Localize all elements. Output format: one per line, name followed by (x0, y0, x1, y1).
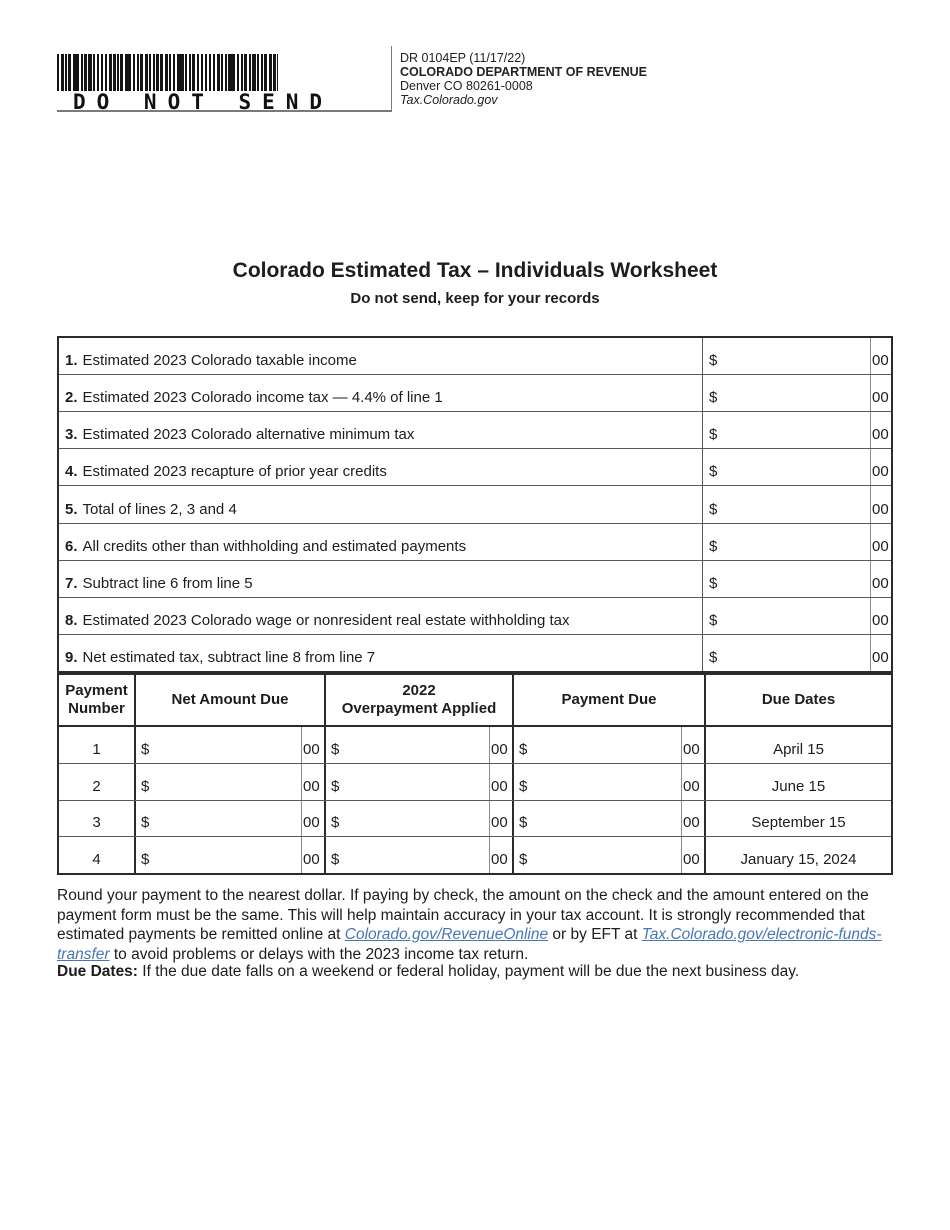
cents-placeholder: 00 (489, 727, 512, 763)
net-amount-due-field-4[interactable] (134, 837, 324, 873)
cents-placeholder: 00 (301, 837, 324, 873)
payment-due-field-3[interactable] (512, 801, 704, 837)
line-4-amount-field[interactable] (702, 449, 870, 485)
worksheet-row-3 (59, 411, 891, 448)
worksheet-row-8 (59, 597, 891, 634)
worksheet-row-6 (59, 523, 891, 560)
line-label: Net estimated tax, subtract line 8 from line 7 (82, 648, 376, 666)
due-dates-note: Due Dates: If the due date falls on a weekend or federal holiday, payment will be due the next business day. (57, 963, 800, 980)
line-5-amount-field[interactable] (702, 486, 870, 522)
overpayment-applied-field-4[interactable] (324, 837, 512, 873)
agency-name: COLORADO DEPARTMENT OF REVENUE (400, 65, 647, 79)
cents-placeholder: 00 (681, 837, 704, 873)
agency-address: Denver CO 80261-0008 (400, 79, 533, 93)
payment-row-1 (59, 727, 891, 763)
overpayment-applied-field-1[interactable] (324, 727, 512, 763)
payment-number: 1 (92, 740, 101, 758)
due-date: April 15 (704, 727, 891, 763)
due-dates-label: Due Dates: (57, 963, 138, 980)
line-label: Subtract line 6 from line 5 (82, 574, 253, 592)
payment-number: 3 (92, 814, 101, 832)
net-amount-due-field-1[interactable] (134, 727, 324, 763)
line-7-cents: 00 (870, 561, 891, 597)
dollar-sign: $ (519, 814, 528, 832)
line-number: 5. (65, 500, 78, 518)
line-number: 4. (65, 463, 78, 481)
cents-placeholder: 00 (489, 801, 512, 837)
payment-number: 2 (92, 777, 101, 795)
dollar-sign: $ (331, 814, 340, 832)
cents-placeholder: 00 (681, 727, 704, 763)
payment-table-header (59, 675, 891, 727)
header-due-dates: Due Dates (704, 675, 891, 725)
worksheet-row-7 (59, 560, 891, 597)
line-2-amount-field[interactable] (702, 375, 870, 411)
header-payment-number: Payment Number (65, 682, 128, 717)
rounding-instructions: Round your payment to the nearest dollar. If paying by check, the amount on the check and the amount entered on the payment form must be the same. This will help maintain accuracy in your tax account. It is strongly recommended that estimated payments be remitted online at Colorado.gov/RevenueOnline or by EFT at Tax.Colorado.gov/electronic-funds-transfer to avoid problems or delays with the 2023 income tax return. (57, 887, 882, 963)
form-code: DR 0104EP (11/17/22) (400, 51, 526, 65)
barcode-label: DO NOT SEND (73, 90, 334, 114)
line-label: Estimated 2023 Colorado alternative minimum tax (82, 426, 415, 444)
line-label: All credits other than withholding and estimated payments (82, 537, 467, 555)
cents-placeholder: 00 (489, 837, 512, 873)
payment-row-3 (59, 800, 891, 837)
line-number: 3. (65, 426, 78, 444)
dollar-sign: $ (709, 426, 718, 444)
line-7-amount-field[interactable] (702, 561, 870, 597)
dollar-sign: $ (141, 814, 150, 832)
header-net-amount-due: Net Amount Due (134, 675, 324, 725)
line-5-cents: 00 (870, 486, 891, 522)
barcode-frame (57, 46, 392, 112)
line-9-amount-field[interactable] (702, 635, 870, 671)
line-9-cents: 00 (870, 635, 891, 671)
dollar-sign: $ (709, 352, 718, 370)
agency-website: Tax.Colorado.gov (400, 93, 498, 107)
payment-row-2 (59, 763, 891, 800)
line-1-amount-field[interactable] (702, 338, 870, 374)
due-date: September 15 (704, 801, 891, 837)
payment-row-4 (59, 836, 891, 873)
line-4-cents: 00 (870, 449, 891, 485)
dollar-sign: $ (709, 611, 718, 629)
dollar-sign: $ (709, 389, 718, 407)
line-label: Estimated 2023 Colorado income tax — 4.4% of line 1 (82, 389, 443, 407)
line-number: 9. (65, 648, 78, 666)
cents-placeholder: 00 (681, 764, 704, 800)
worksheet-row-4 (59, 448, 891, 485)
revenue-online-link[interactable]: Colorado.gov/RevenueOnline (344, 926, 549, 943)
header-payment-due: Payment Due (512, 675, 704, 725)
dollar-sign: $ (519, 740, 528, 758)
worksheet-row-1 (59, 338, 891, 374)
line-label: Estimated 2023 Colorado taxable income (82, 352, 357, 370)
worksheet-row-2 (59, 374, 891, 411)
barcode-image (57, 54, 278, 91)
page-title: Colorado Estimated Tax – Individuals Worksheet (232, 259, 718, 282)
line-1-cents: 00 (870, 338, 891, 374)
payment-due-field-2[interactable] (512, 764, 704, 800)
cents-placeholder: 00 (489, 764, 512, 800)
dollar-sign: $ (709, 500, 718, 518)
line-8-amount-field[interactable] (702, 598, 870, 634)
line-2-cents: 00 (870, 375, 891, 411)
header-overpayment-applied: 2022 Overpayment Applied (324, 675, 512, 725)
line-6-amount-field[interactable] (702, 524, 870, 560)
dollar-sign: $ (141, 740, 150, 758)
dollar-sign: $ (141, 777, 150, 795)
dollar-sign: $ (519, 851, 528, 868)
overpayment-applied-field-3[interactable] (324, 801, 512, 837)
due-date: June 15 (704, 764, 891, 800)
dollar-sign: $ (331, 740, 340, 758)
page-subtitle: Do not send, keep for your records (350, 290, 600, 307)
payment-schedule-table (57, 673, 893, 875)
cents-placeholder: 00 (681, 801, 704, 837)
net-amount-due-field-2[interactable] (134, 764, 324, 800)
line-number: 6. (65, 537, 78, 555)
dollar-sign: $ (331, 777, 340, 795)
cents-placeholder: 00 (301, 764, 324, 800)
dollar-sign: $ (709, 574, 718, 592)
line-number: 1. (65, 352, 78, 370)
worksheet-lines-table (57, 336, 893, 673)
worksheet-row-5 (59, 485, 891, 522)
line-label: Total of lines 2, 3 and 4 (82, 500, 237, 518)
payment-due-field-1[interactable] (512, 727, 704, 763)
overpayment-applied-field-2[interactable] (324, 764, 512, 800)
dollar-sign: $ (709, 648, 718, 666)
cents-placeholder: 00 (301, 801, 324, 837)
dollar-sign: $ (331, 851, 340, 868)
dollar-sign: $ (141, 851, 150, 868)
line-number: 7. (65, 574, 78, 592)
payment-due-field-4[interactable] (512, 837, 704, 873)
line-label: Estimated 2023 recapture of prior year credits (82, 463, 387, 481)
cents-placeholder: 00 (301, 727, 324, 763)
line-label: Estimated 2023 Colorado wage or nonresident real estate withholding tax (82, 611, 570, 629)
dollar-sign: $ (709, 537, 718, 555)
worksheet-row-9 (59, 634, 891, 671)
line-3-amount-field[interactable] (702, 412, 870, 448)
line-number: 8. (65, 611, 78, 629)
line-number: 2. (65, 389, 78, 407)
line-6-cents: 00 (870, 524, 891, 560)
payment-number: 4 (92, 851, 101, 868)
due-date: January 15, 2024 (704, 837, 891, 873)
eft-link[interactable]: Tax.Colorado.gov/electronic-funds-transfer (57, 926, 882, 963)
dollar-sign: $ (519, 777, 528, 795)
dollar-sign: $ (709, 463, 718, 481)
agency-block (400, 51, 647, 107)
line-3-cents: 00 (870, 412, 891, 448)
net-amount-due-field-3[interactable] (134, 801, 324, 837)
line-8-cents: 00 (870, 598, 891, 634)
